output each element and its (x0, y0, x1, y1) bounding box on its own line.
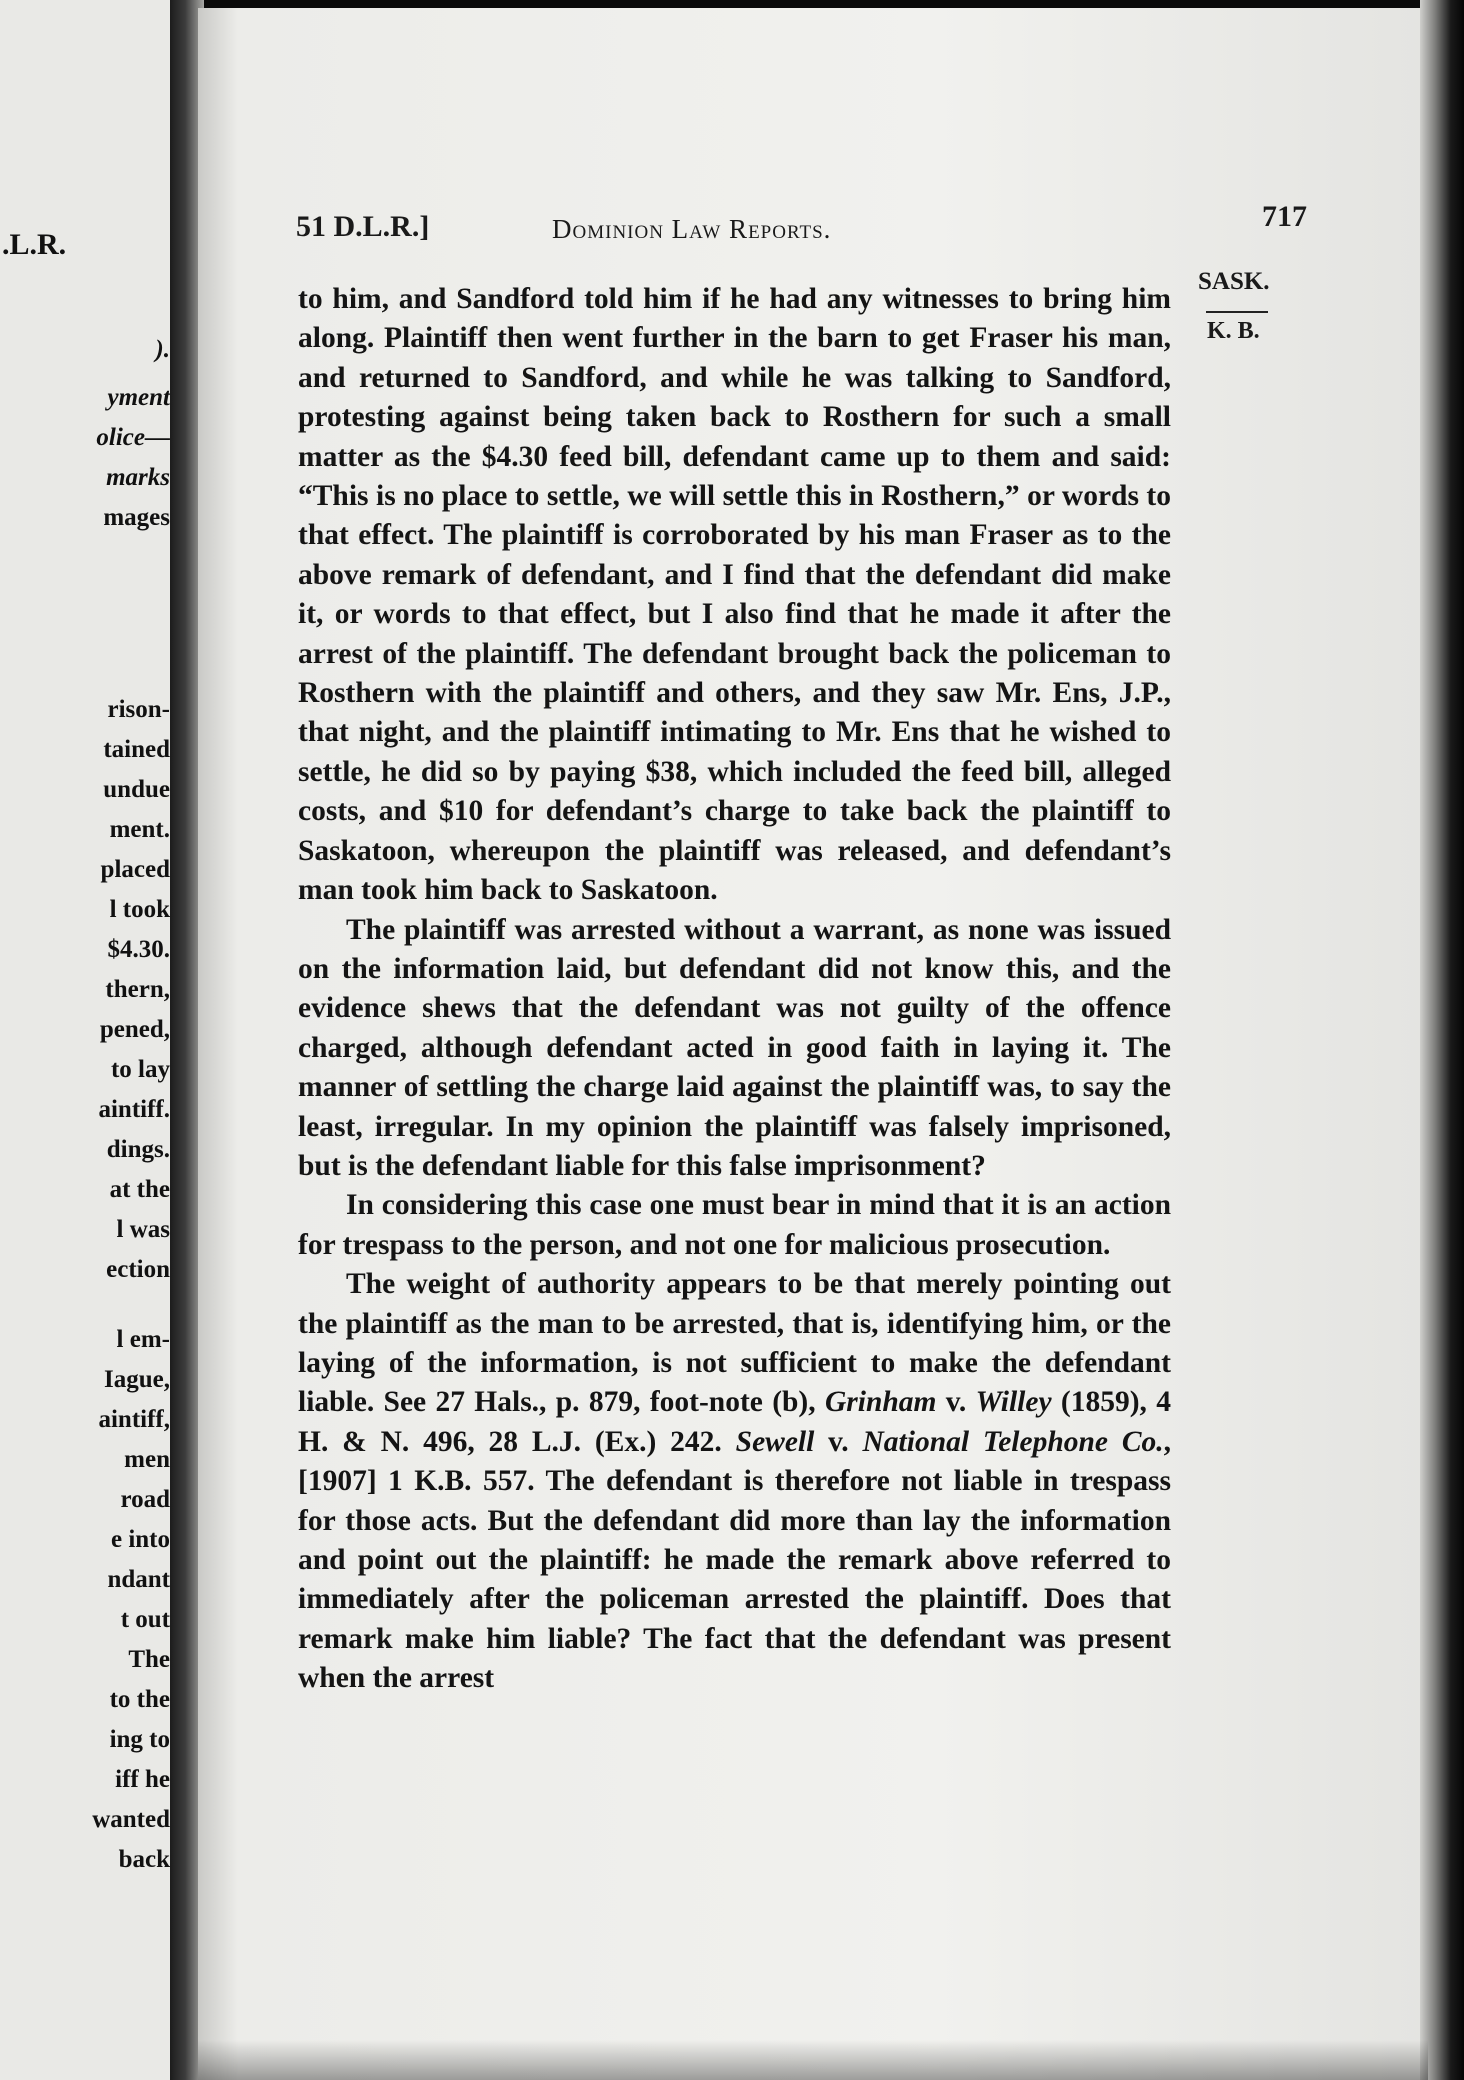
facing-page-fragment: ection (106, 1256, 170, 1283)
facing-page-fragment: placed (100, 856, 170, 883)
facing-page-fragment: marks (106, 464, 170, 491)
facing-page-fragment: mages (103, 504, 170, 531)
paragraph-4-text-a: The weight of authority appears to be that merely pointing out the plaintiff as the man to be arrested, that is, identifying him, or the laying of the information, is not sufficient to make the defendant liable. See 27 Hals., p. 879, foot-note (b), (298, 1268, 1171, 1419)
facing-page-fragment: t out (120, 1606, 170, 1633)
facing-page-fragment: e into (110, 1526, 170, 1553)
facing-page-fragment: at the (109, 1176, 170, 1203)
facing-page-fragment: thern, (105, 976, 170, 1003)
facing-page-fragment: road (120, 1486, 170, 1513)
facing-page-fragment: ing to (109, 1726, 170, 1753)
facing-page-fragment: to lay (110, 1056, 170, 1083)
facing-page-fragment: tained (103, 736, 170, 763)
facing-page-fragment: aintiff. (98, 1096, 170, 1123)
case-name-willey: Willey (975, 1386, 1052, 1419)
versus: v. (936, 1386, 976, 1419)
facing-page-fragment: back (118, 1846, 170, 1873)
facing-page-fragment: $4.30. (107, 936, 170, 963)
volume-reference: 51 D.L.R.] (296, 210, 430, 243)
facing-page-fragment: olice— (96, 424, 170, 451)
case-name-sewell: Sewell (735, 1425, 815, 1458)
facing-page-fragment: The (128, 1646, 170, 1673)
facing-page-fragment: undue (103, 776, 170, 803)
facing-page-fragment: yment (107, 384, 170, 411)
facing-page-header: .L.R. (2, 228, 67, 261)
facing-page-fragment: dings. (106, 1136, 170, 1163)
page-bottom-shadow (198, 2040, 1428, 2080)
facing-page-fragment: l em- (116, 1326, 170, 1353)
body-text (298, 280, 1171, 1699)
sidenote-court: SASK. (1198, 268, 1270, 295)
facing-page-fragment: men (124, 1446, 170, 1473)
sidenote-rule (1206, 311, 1268, 313)
facing-page (0, 0, 176, 2080)
case-name-grinham: Grinham (824, 1386, 937, 1419)
facing-page-fragment: to the (109, 1686, 170, 1713)
facing-page-fragment: ndant (107, 1566, 170, 1593)
facing-page-fragment: Iague, (104, 1366, 170, 1393)
page-edge (1420, 0, 1464, 2080)
facing-page-fragment: l took (109, 896, 170, 923)
facing-page-fragment: ). (155, 336, 170, 363)
paragraph-4-text-c: , [1907] 1 K.B. 557. The defendant is therefore not liable in trespass for those acts. But the defendant did more than lay the information and point out the plaintiff: he made the remark above referred to immediately after the policeman arrested the plaintiff. Does that remark make him liable? The fact that the defendant was present when the arrest (298, 1425, 1172, 1695)
paragraph-2: The plaintiff was arrested without a warrant, as none was issued on the information laid, but defendant did not know this, and the evidence shews that the defendant was not guilty of the offence charged, although defendant acted in good faith in laying it. The manner of settling the charge laid against the plaintiff was, to say the least, irregular. In my opinion the plaintiff was falsely imprisoned, but is the defendant liable for this false imprisonment? (298, 913, 1171, 1182)
versus: v. (814, 1425, 863, 1458)
running-title: Dominion Law Reports. (552, 214, 832, 244)
facing-page-fragment: rison- (107, 696, 170, 723)
facing-page-fragment: wanted (92, 1806, 170, 1833)
facing-page-fragment: pened, (99, 1016, 170, 1043)
paragraph-4 (298, 1265, 1171, 1698)
facing-page-fragment: iff he (115, 1766, 170, 1793)
paragraph-3: In considering this case one must bear in mind that it is an action for trespass to the person, and not one for malicious prosecution. (298, 1189, 1171, 1261)
facing-page-fragment: l was (116, 1216, 170, 1243)
facing-page-fragment: aintiff, (98, 1406, 170, 1433)
case-name-national-telephone: National Telephone Co. (862, 1425, 1164, 1458)
paragraph-1: to him, and Sandford told him if he had any witnesses to bring him along. Plaintiff then went further in the barn to get Fraser his man, and returned to Sandford, and while he was talking to Sandford, protesting against being taken back to Rosthern for such a small matter as the $4.30 feed bill, defendant came up to them and said: “This is no place to settle, we will settle this in Rosthern,” or words to that effect. The plaintiff is corroborated by his man Fraser as to the above remark of defendant, and I find that the defendant did make it, or words to that effect, but I also find that he made it after the arrest of the plaintiff. The defendant brought back the policeman to Rosthern with the plaintiff and others, and they saw Mr. Ens, J.P., that night, and the plaintiff intimating to Mr. Ens that he wished to settle, he did so by paying $38, which included the feed bill, alleged costs, and $10 for defendant’s charge to take back the plaintiff to Saskatoon, whereupon the plaintiff was released, and defendant’s man took him back to Saskatoon. (298, 283, 1171, 907)
paragraph-4-text-b: (1859), 4 H. & N. 496, 28 L.J. (Ex.) 242. (298, 1386, 1171, 1458)
sidenote-division: K. B. (1207, 318, 1260, 344)
page-number: 717 (1262, 200, 1307, 233)
facing-page-fragment: ment. (109, 816, 170, 843)
